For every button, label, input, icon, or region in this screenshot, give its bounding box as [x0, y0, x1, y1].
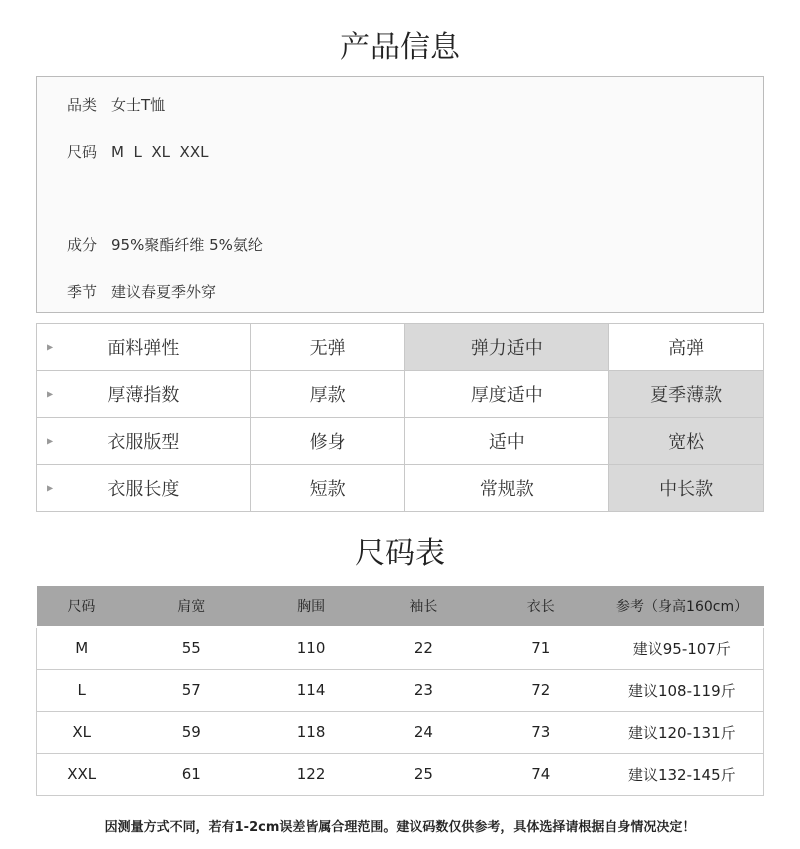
attribute-label-text: 厚薄指数 [107, 385, 180, 406]
table-cell: 建议120-131斤 [601, 711, 764, 753]
column-header: 尺码 [37, 586, 127, 627]
attribute-option: 修身 [250, 418, 405, 465]
triangle-bullet-icon: ▶ [47, 342, 54, 352]
info-label: 品类 [67, 96, 98, 114]
attribute-row [37, 418, 764, 465]
info-label: 尺码 [67, 143, 98, 161]
table-cell: 72 [481, 669, 601, 711]
product-info-title: 产品信息 [340, 30, 460, 65]
attribute-option: 常规款 [405, 465, 609, 512]
attribute-label [37, 465, 251, 512]
table-cell: 59 [126, 711, 256, 753]
attribute-option: 中长款 [609, 465, 764, 512]
column-header: 肩宽 [126, 586, 256, 627]
attribute-option: 高弹 [609, 324, 764, 371]
table-cell: 61 [126, 753, 256, 795]
table-cell: 122 [256, 753, 366, 795]
table-cell: 55 [126, 627, 256, 669]
table-cell: 57 [126, 669, 256, 711]
attribute-table [36, 323, 764, 512]
table-cell: 71 [481, 627, 601, 669]
table-cell: L [37, 669, 127, 711]
attribute-row [37, 324, 764, 371]
table-row [37, 627, 764, 669]
table-cell: 118 [256, 711, 366, 753]
table-cell: 建议108-119斤 [601, 669, 764, 711]
table-cell: M [37, 627, 127, 669]
table-cell: 24 [366, 711, 481, 753]
table-cell: 74 [481, 753, 601, 795]
attribute-option: 弹力适中 [405, 324, 609, 371]
column-header: 衣长 [481, 586, 601, 627]
table-cell: 23 [366, 669, 481, 711]
table-cell: XL [37, 711, 127, 753]
size-chart-title: 尺码表 [355, 536, 445, 571]
product-info-box [36, 76, 764, 313]
table-cell: 110 [256, 627, 366, 669]
attribute-option: 短款 [250, 465, 405, 512]
table-cell: 建议132-145斤 [601, 753, 764, 795]
column-header: 胸围 [256, 586, 366, 627]
attribute-label [37, 324, 251, 371]
attribute-row [37, 371, 764, 418]
info-row-material [67, 234, 277, 255]
table-row [37, 711, 764, 753]
attribute-option: 无弹 [250, 324, 405, 371]
attribute-row [37, 465, 764, 512]
attribute-option: 夏季薄款 [609, 371, 764, 418]
info-value: M L XL XXL [111, 143, 209, 161]
info-value: 女士T恤 [111, 96, 166, 114]
info-row-size [67, 141, 222, 162]
attribute-label-text: 衣服版型 [107, 432, 180, 453]
attribute-label [37, 418, 251, 465]
table-cell: 73 [481, 711, 601, 753]
column-header: 参考（身高160cm） [601, 586, 764, 627]
attribute-label-text: 面料弹性 [107, 338, 180, 359]
table-row [37, 669, 764, 711]
info-label: 成分 [67, 236, 98, 254]
info-value: 建议春夏季外穿 [111, 283, 217, 301]
table-cell: XXL [37, 753, 127, 795]
info-value: 95%聚酯纤维 5%氨纶 [111, 236, 263, 254]
info-label: 季节 [67, 283, 98, 301]
table-cell: 25 [366, 753, 481, 795]
info-row-category [67, 94, 179, 115]
triangle-bullet-icon: ▶ [47, 483, 54, 493]
attribute-option: 宽松 [609, 418, 764, 465]
table-cell: 22 [366, 627, 481, 669]
size-table [36, 586, 764, 796]
attribute-label-text: 衣服长度 [107, 479, 180, 500]
table-cell: 建议95-107斤 [601, 627, 764, 669]
triangle-bullet-icon: ▶ [47, 389, 54, 399]
column-header: 袖长 [366, 586, 481, 627]
triangle-bullet-icon: ▶ [47, 436, 54, 446]
attribute-option: 适中 [405, 418, 609, 465]
attribute-label [37, 371, 251, 418]
attribute-option: 厚度适中 [405, 371, 609, 418]
table-cell: 114 [256, 669, 366, 711]
info-row-season [67, 281, 230, 302]
table-row [37, 753, 764, 795]
measurement-note: 因测量方式不同，若有1-2cm误差皆属合理范围。建议码数仅供参考，具体选择请根据自身情况决定！ [104, 820, 696, 835]
attribute-option: 厚款 [250, 371, 405, 418]
